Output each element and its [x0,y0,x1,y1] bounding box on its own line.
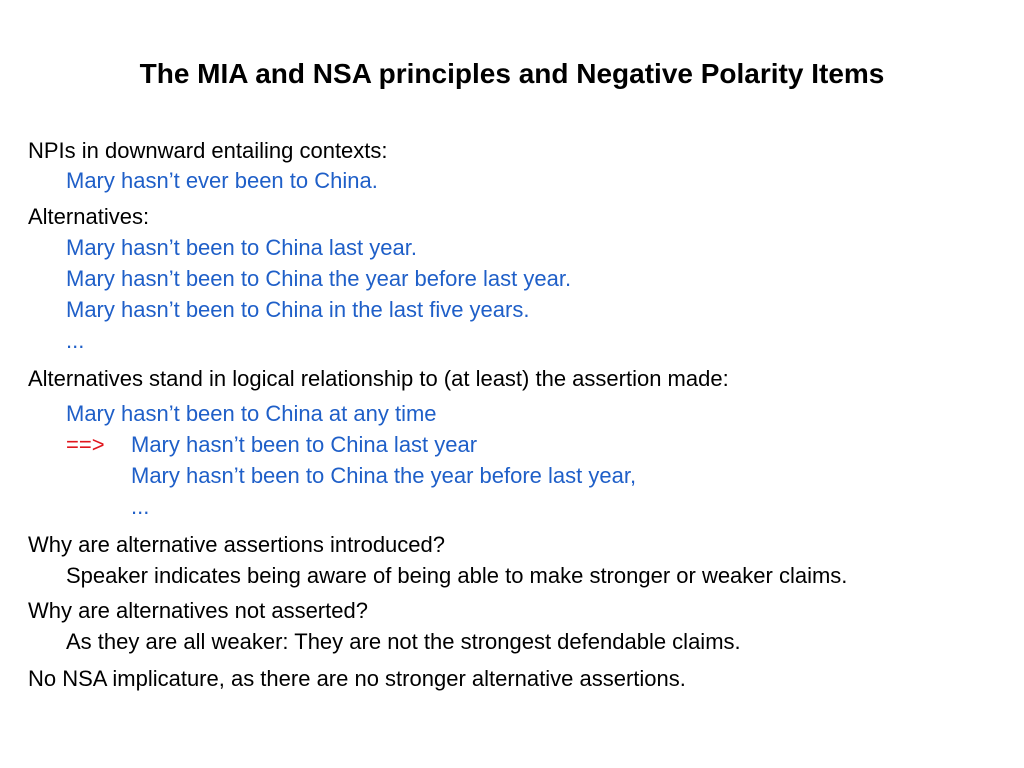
alternatives-heading: Alternatives: [28,204,150,229]
entailment-conclusion: Mary hasn’t been to China last year [131,432,478,457]
answer-one: Speaker indicates being aware of being able to make stronger or weaker claims. [66,563,848,588]
alternative-ellipsis: ... [66,328,85,353]
npi-heading: NPIs in downward entailing contexts: [28,138,388,163]
question-two: Why are alternatives not asserted? [28,598,368,623]
relationship-heading: Alternatives stand in logical relationship to (at least) the assertion made: [28,366,729,391]
entailment-ellipsis: ... [131,494,150,519]
alternative-item: Mary hasn’t been to China in the last five years. [66,297,530,322]
conclusion: No NSA implicature, as there are no stronger alternative assertions. [28,666,686,691]
answer-two: As they are all weaker: They are not the strongest defendable claims. [66,629,741,654]
entailment-premise: Mary hasn’t been to China at any time [66,401,437,426]
alternative-item: Mary hasn’t been to China last year. [66,235,417,260]
alternative-item: Mary hasn’t been to China the year before last year. [66,266,572,291]
slide-title: The MIA and NSA principles and Negative Polarity Items [139,58,885,89]
entailment-conclusion: Mary hasn’t been to China the year before last year, [131,463,637,488]
question-one: Why are alternative assertions introduced? [28,532,445,557]
npi-example: Mary hasn’t ever been to China. [66,168,378,193]
entailment-arrow: ==> [66,432,105,457]
